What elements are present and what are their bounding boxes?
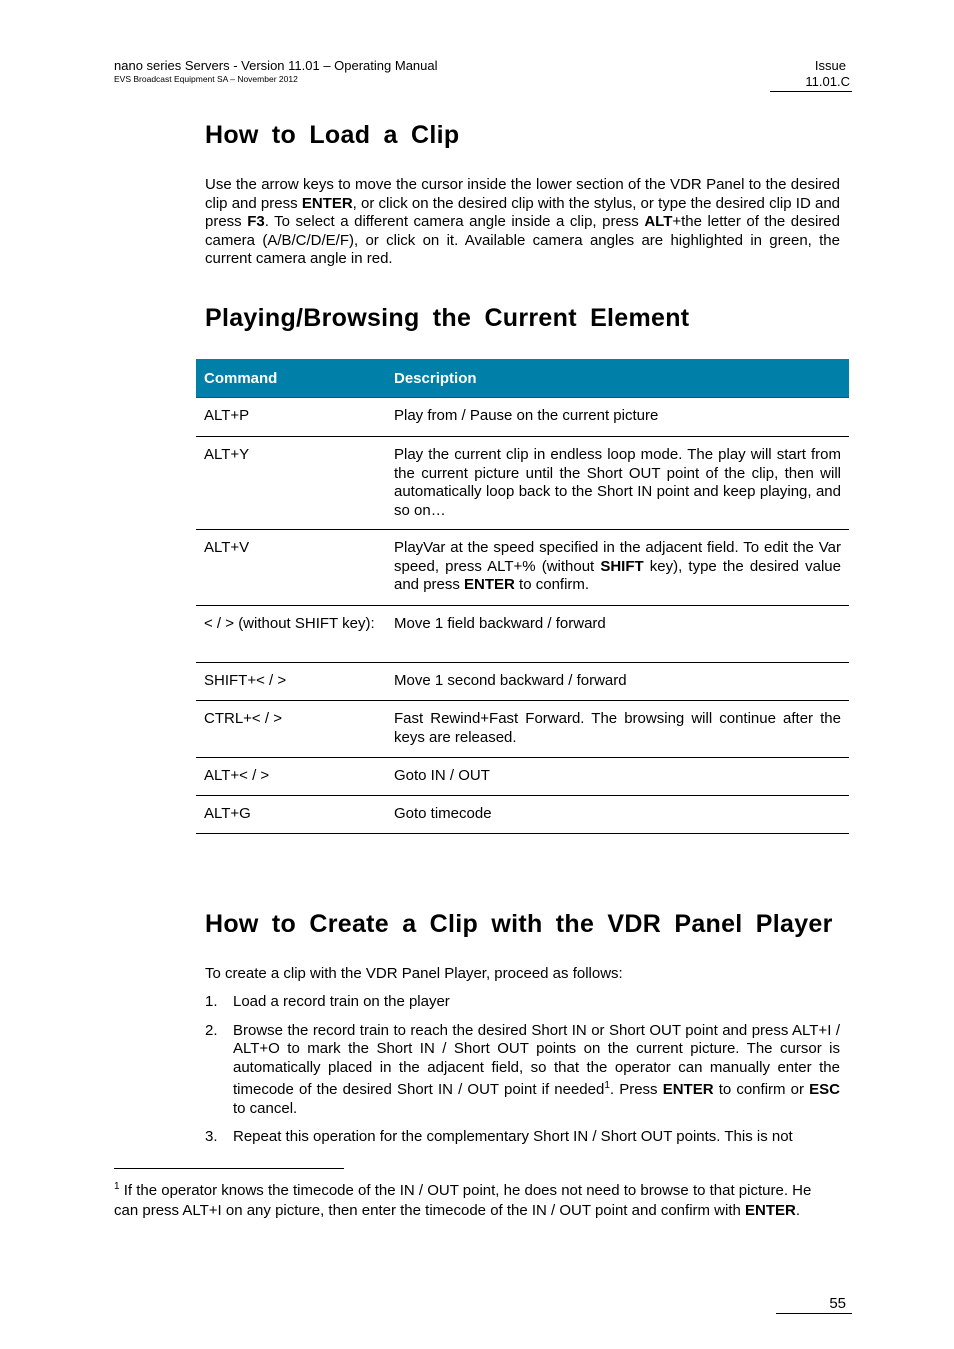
table-row bbox=[196, 530, 849, 606]
command-cell: SHIFT+< / > bbox=[196, 663, 386, 701]
step-number: 3. bbox=[205, 1128, 218, 1145]
command-cell: ALT+P bbox=[196, 398, 386, 437]
header-issue-number: 11.01.C bbox=[805, 74, 850, 89]
load-clip-paragraph: Use the arrow keys to move the cursor inside the lower section of the VDR Panel to the desired clip and press ENTER, or click on the desired clip with the stylus, or type the desired clip ID and press F3. To select a different camera angle inside a clip, press ALT+the letter of the desired camera (A/B/C/D/E/F), or click on it. Available camera angles are highlighted in green, the current camera angle in red. bbox=[205, 176, 841, 267]
command-cell: ALT+Y bbox=[196, 437, 386, 530]
list-item bbox=[205, 1128, 840, 1147]
step-text: Repeat this operation for the complementary Short IN / Short OUT points. This is not bbox=[233, 1128, 793, 1145]
header-title: nano series Servers - Version 11.01 – Operating Manual bbox=[114, 58, 438, 73]
description-cell: Goto timecode bbox=[386, 796, 849, 834]
step-text: Load a record train on the player bbox=[233, 993, 450, 1010]
description-cell: Move 1 field backward / forward bbox=[386, 606, 849, 663]
footnote: $^1$ If the operator knows the timecode of the IN / OUT point, he does not need to browse to that picture. He can press ALT+I on any picture, then enter the timecode of the IN / OUT point and confirm with ENTER. bbox=[114, 1181, 812, 1219]
steps-list bbox=[205, 993, 840, 1157]
page-number-rule bbox=[776, 1313, 852, 1314]
footnote-rule bbox=[114, 1168, 344, 1169]
command-cell: ALT+< / > bbox=[196, 758, 386, 796]
create-clip-intro: To create a clip with the VDR Panel Player, proceed as follows: bbox=[205, 965, 623, 982]
heading-create-clip: How to Create a Clip with the VDR Panel Player bbox=[205, 910, 833, 938]
list-item bbox=[205, 993, 840, 1012]
heading-load-clip: How to Load a Clip bbox=[205, 121, 460, 149]
command-cell: ALT+V bbox=[196, 530, 386, 606]
description-cell: Play from / Pause on the current picture bbox=[386, 398, 849, 437]
step-number: 1. bbox=[205, 993, 218, 1010]
table-row bbox=[196, 606, 849, 663]
command-cell: < / > (without SHIFT key): bbox=[196, 606, 386, 663]
table-row bbox=[196, 663, 849, 701]
header-rule bbox=[770, 91, 852, 92]
table-row bbox=[196, 398, 849, 437]
page-number: 55 bbox=[829, 1295, 846, 1312]
step-number: 2. bbox=[205, 1021, 218, 1039]
list-item bbox=[205, 1022, 840, 1119]
description-cell: Fast Rewind+Fast Forward. The browsing will continue after the keys are released. bbox=[386, 701, 849, 758]
header-issue-label: Issue bbox=[814, 58, 846, 73]
command-cell: ALT+G bbox=[196, 796, 386, 834]
heading-playing-browsing: Playing/Browsing the Current Element bbox=[205, 304, 690, 332]
table-header-row bbox=[196, 359, 849, 398]
description-cell: Move 1 second backward / forward bbox=[386, 663, 849, 701]
table-row bbox=[196, 796, 849, 834]
column-header-description: Description bbox=[386, 359, 849, 398]
header-subtitle: EVS Broadcast Equipment SA – November 2012 bbox=[114, 74, 298, 84]
table-row bbox=[196, 701, 849, 758]
command-cell: CTRL+< / > bbox=[196, 701, 386, 758]
column-header-command: Command bbox=[196, 359, 386, 398]
step-text: Browse the record train to reach the desired Short IN or Short OUT point and press ALT+I / ALT+O to mark the Short IN / Short OUT points on the current picture. The cursor is automatically placed in the adjacent field, so that the operator can manually enter the timecode of the desired Short IN / OUT point if needed$^1$. Press ENTER to confirm or ESC to cancel. bbox=[233, 1021, 840, 1117]
table-row bbox=[196, 437, 849, 530]
commands-table bbox=[196, 359, 849, 834]
description-cell: Play the current clip in endless loop mode. The play will start from the current picture until the Short OUT point of the clip, then will automatically loop back to the Short IN point and keep playing, and so on… bbox=[386, 437, 849, 530]
table-row bbox=[196, 758, 849, 796]
description-cell: PlayVar at the speed specified in the adjacent field. To edit the Var speed, press ALT+% (without SHIFT key), type the desired value and press ENTER to confirm. bbox=[386, 530, 849, 606]
description-cell: Goto IN / OUT bbox=[386, 758, 849, 796]
